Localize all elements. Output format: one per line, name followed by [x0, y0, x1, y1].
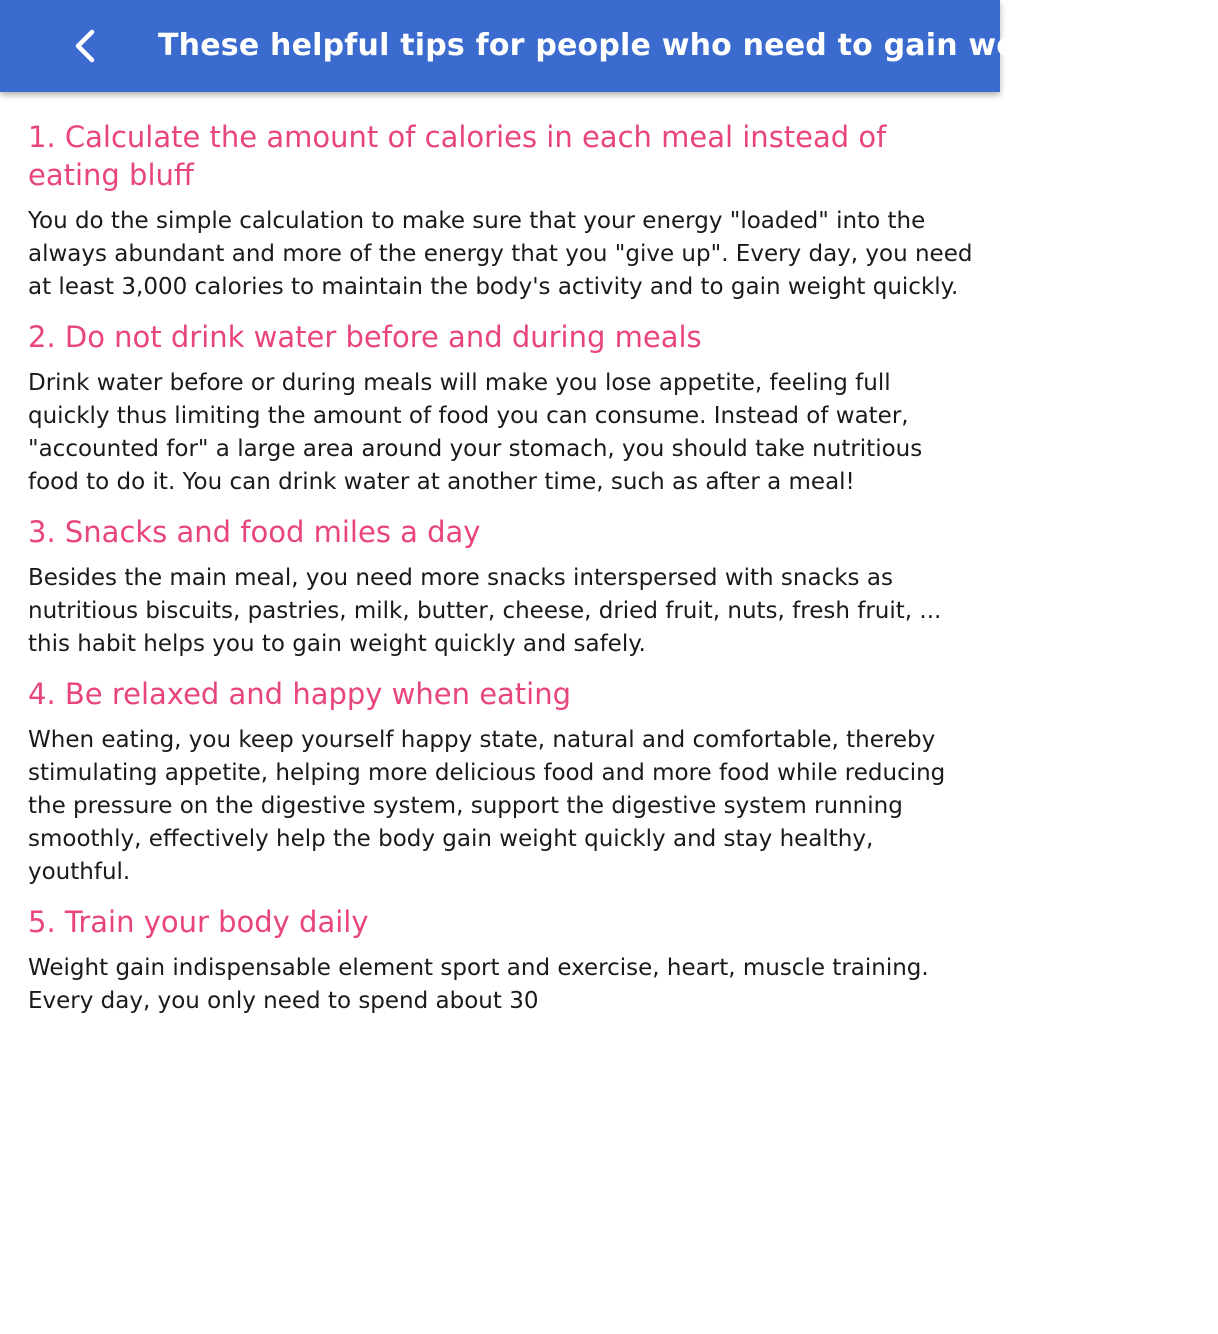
- tip-section: [28, 675, 974, 889]
- tip-heading: 1. Calculate the amount of calories in each meal instead of eating bluff: [28, 120, 887, 192]
- chevron-left-icon: [56, 18, 112, 74]
- tip-section: [28, 318, 974, 499]
- tip-section: [28, 118, 974, 304]
- tip-section: [28, 903, 974, 1018]
- app-bar: [0, 0, 1218, 92]
- tip-body: Drink water before or during meals will make you lose appetite, feeling full quickly thus limiting the amount of food you can consume. Instead of water, "accounted for" a large area around your stomach, you should take nutritious food to do it. You can drink water at another time, such as after a meal!: [28, 370, 923, 495]
- tip-body: You do the simple calculation to make sure that your energy "loaded" into the always abundant and more of the energy that you "give up". Every day, you need at least 3,000 calories to maintain the body's activity and to gain weight quickly.: [28, 208, 973, 300]
- tip-section: [28, 513, 974, 661]
- bottom-blank-area: [0, 1225, 1000, 1334]
- tip-heading: 2. Do not drink water before and during meals: [28, 320, 702, 354]
- article-content[interactable]: [0, 92, 1000, 1225]
- tip-body: When eating, you keep yourself happy state, natural and comfortable, thereby stimulating appetite, helping more delicious food and more food while reducing the pressure on the digestive system, support the digestive system running smoothly, effectively help the body gain weight quickly and stay healthy, youthful.: [28, 727, 946, 885]
- tip-heading: 4. Be relaxed and happy when eating: [28, 677, 572, 711]
- tip-body: Besides the main meal, you need more snacks interspersed with snacks as nutritious biscuits, pastries, milk, butter, cheese, dried fruit, nuts, fresh fruit, ... this habit helps you to gain weight quickly and safely.: [28, 565, 942, 657]
- tip-heading: 5. Train your body daily: [28, 905, 369, 939]
- page-title: These helpful tips for people who need to gain weight quickly: [158, 28, 1218, 63]
- tip-body: Weight gain indispensable element sport and exercise, heart, muscle training. Every day, you only need to spend about 30: [28, 955, 929, 1014]
- tip-heading: 3. Snacks and food miles a day: [28, 515, 481, 549]
- back-button[interactable]: [56, 18, 112, 74]
